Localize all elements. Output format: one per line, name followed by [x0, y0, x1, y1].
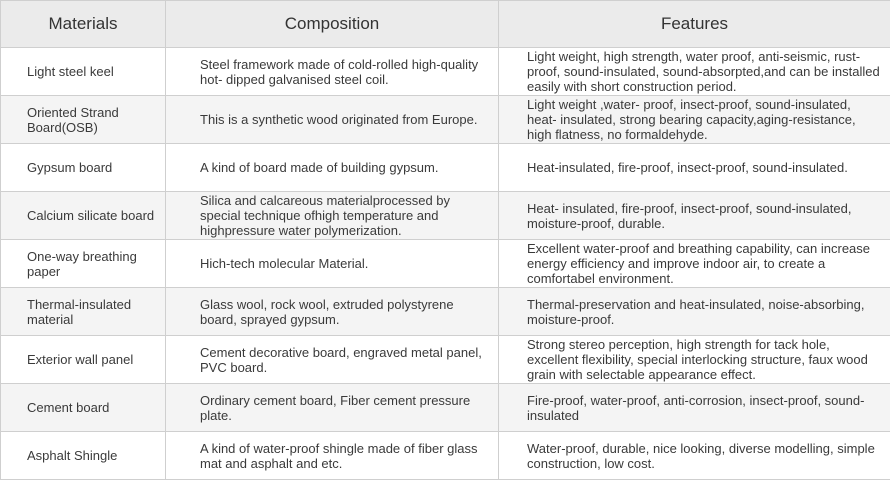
- header-materials: Materials: [1, 1, 166, 48]
- features-cell: Light weight, high strength, water proof, anti-seismic, rust-proof, sound-insulated, sound-absorpted,and can be installed easily with short construction period.: [499, 48, 890, 96]
- table-row: [1, 48, 890, 96]
- composition-cell: A kind of water-proof shingle made of fiber glass mat and asphalt and etc.: [166, 432, 499, 480]
- features-cell: Strong stereo perception, high strength for tack hole, excellent flexibility, special interlocking structure, faux wood grain with selectable appearance effect.: [499, 336, 890, 384]
- composition-cell: Silica and calcareous materialprocessed by special technique ofhigh temperature and highpressure water polymerization.: [166, 192, 499, 240]
- composition-cell: Ordinary cement board, Fiber cement pressure plate.: [166, 384, 499, 432]
- material-cell: Gypsum board: [1, 144, 166, 192]
- table-row: [1, 192, 890, 240]
- composition-cell: Steel framework made of cold-rolled high-quality hot- dipped galvanised steel coil.: [166, 48, 499, 96]
- features-cell: Heat-insulated, fire-proof, insect-proof, sound-insulated.: [499, 144, 890, 192]
- header-composition: Composition: [166, 1, 499, 48]
- composition-cell: A kind of board made of building gypsum.: [166, 144, 499, 192]
- composition-cell: Glass wool, rock wool, extruded polystyrene board, sprayed gypsum.: [166, 288, 499, 336]
- table-row: [1, 288, 890, 336]
- material-cell: One-way breathing paper: [1, 240, 166, 288]
- material-cell: Asphalt Shingle: [1, 432, 166, 480]
- header-features: Features: [499, 1, 890, 48]
- table-row: [1, 336, 890, 384]
- features-cell: Excellent water-proof and breathing capability, can increase energy efficiency and improve indoor air, to create a comfortabel environment.: [499, 240, 890, 288]
- features-cell: Light weight ,water- proof, insect-proof, sound-insulated, heat- insulated, strong bearing capacity,aging-resistance, high flatness, no formaldehyde.: [499, 96, 890, 144]
- features-cell: Fire-proof, water-proof, anti-corrosion, insect-proof, sound-insulated: [499, 384, 890, 432]
- table-body: [1, 48, 890, 480]
- header-row: [1, 1, 890, 48]
- material-cell: Oriented Strand Board(OSB): [1, 96, 166, 144]
- material-cell: Light steel keel: [1, 48, 166, 96]
- table-row: [1, 432, 890, 480]
- table-row: [1, 240, 890, 288]
- table-row: [1, 144, 890, 192]
- material-cell: Cement board: [1, 384, 166, 432]
- composition-cell: Cement decorative board, engraved metal panel, PVC board.: [166, 336, 499, 384]
- composition-cell: Hich-tech molecular Material.: [166, 240, 499, 288]
- material-cell: Thermal-insulated material: [1, 288, 166, 336]
- table-header: [1, 1, 890, 48]
- table-row: [1, 384, 890, 432]
- features-cell: Heat- insulated, fire-proof, insect-proof, sound-insulated, moisture-proof, durable.: [499, 192, 890, 240]
- features-cell: Thermal-preservation and heat-insulated, noise-absorbing, moisture-proof.: [499, 288, 890, 336]
- table-row: [1, 96, 890, 144]
- material-cell: Calcium silicate board: [1, 192, 166, 240]
- material-cell: Exterior wall panel: [1, 336, 166, 384]
- features-cell: Water-proof, durable, nice looking, diverse modelling, simple construction, low cost.: [499, 432, 890, 480]
- composition-cell: This is a synthetic wood originated from Europe.: [166, 96, 499, 144]
